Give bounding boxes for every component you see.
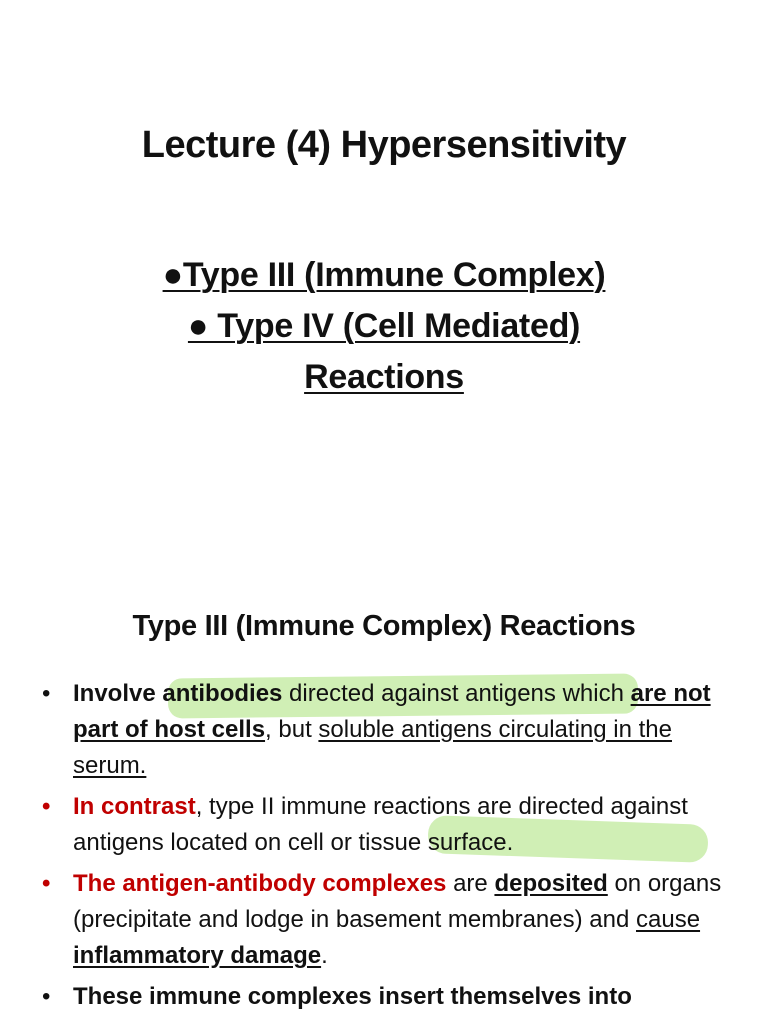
- bullet-text: cause: [636, 906, 701, 933]
- bullet-text: are not part of host cells: [73, 680, 711, 743]
- bullet-text: antibodies: [162, 680, 283, 707]
- bullet-text: These immune complexes insert themselves into: [73, 983, 632, 1010]
- bullet-text: are: [446, 870, 495, 897]
- lecture-title: Lecture (4) Hypersensitivity: [141, 124, 627, 166]
- bullet-list: [0, 676, 768, 1020]
- bullet-item: [0, 789, 768, 861]
- bullet-item: [0, 979, 768, 1015]
- bullet-text: , but: [265, 716, 319, 743]
- subtitle-type-iii: ●Type III (Immune Complex): [162, 256, 606, 294]
- bullet-dot-icon: •: [42, 983, 51, 1010]
- section-heading: Type III (Immune Complex) Reactions: [132, 610, 636, 642]
- bullet-dot-icon: •: [42, 870, 51, 897]
- subtitle-reactions: Reactions: [304, 358, 464, 396]
- bullet-text: , type II immune reactions are directed against antigens located on cell or tissue surface.: [73, 793, 688, 856]
- bullet-item: [0, 866, 768, 974]
- bullet-text: In contrast: [73, 793, 196, 820]
- subtitle-type-iv: ● Type IV (Cell Mediated): [187, 307, 581, 345]
- bullet-text: directed against antigens which: [282, 680, 631, 707]
- bullet-text: deposited: [494, 870, 608, 897]
- bullet-text: inflammatory damage: [73, 942, 322, 969]
- bullet-text: The antigen-antibody complexes: [73, 870, 447, 897]
- bullet-text: on organs (precipitate and lodge in basement membranes) and: [73, 870, 722, 933]
- bullet-text: Involve: [73, 680, 163, 707]
- bullet-dot-icon: •: [42, 680, 51, 707]
- bullet-text: .: [321, 942, 328, 969]
- bullet-item: [0, 676, 768, 784]
- bullet-text: soluble antigens circulating in the serum.: [73, 716, 672, 779]
- bullet-dot-icon: •: [42, 793, 51, 820]
